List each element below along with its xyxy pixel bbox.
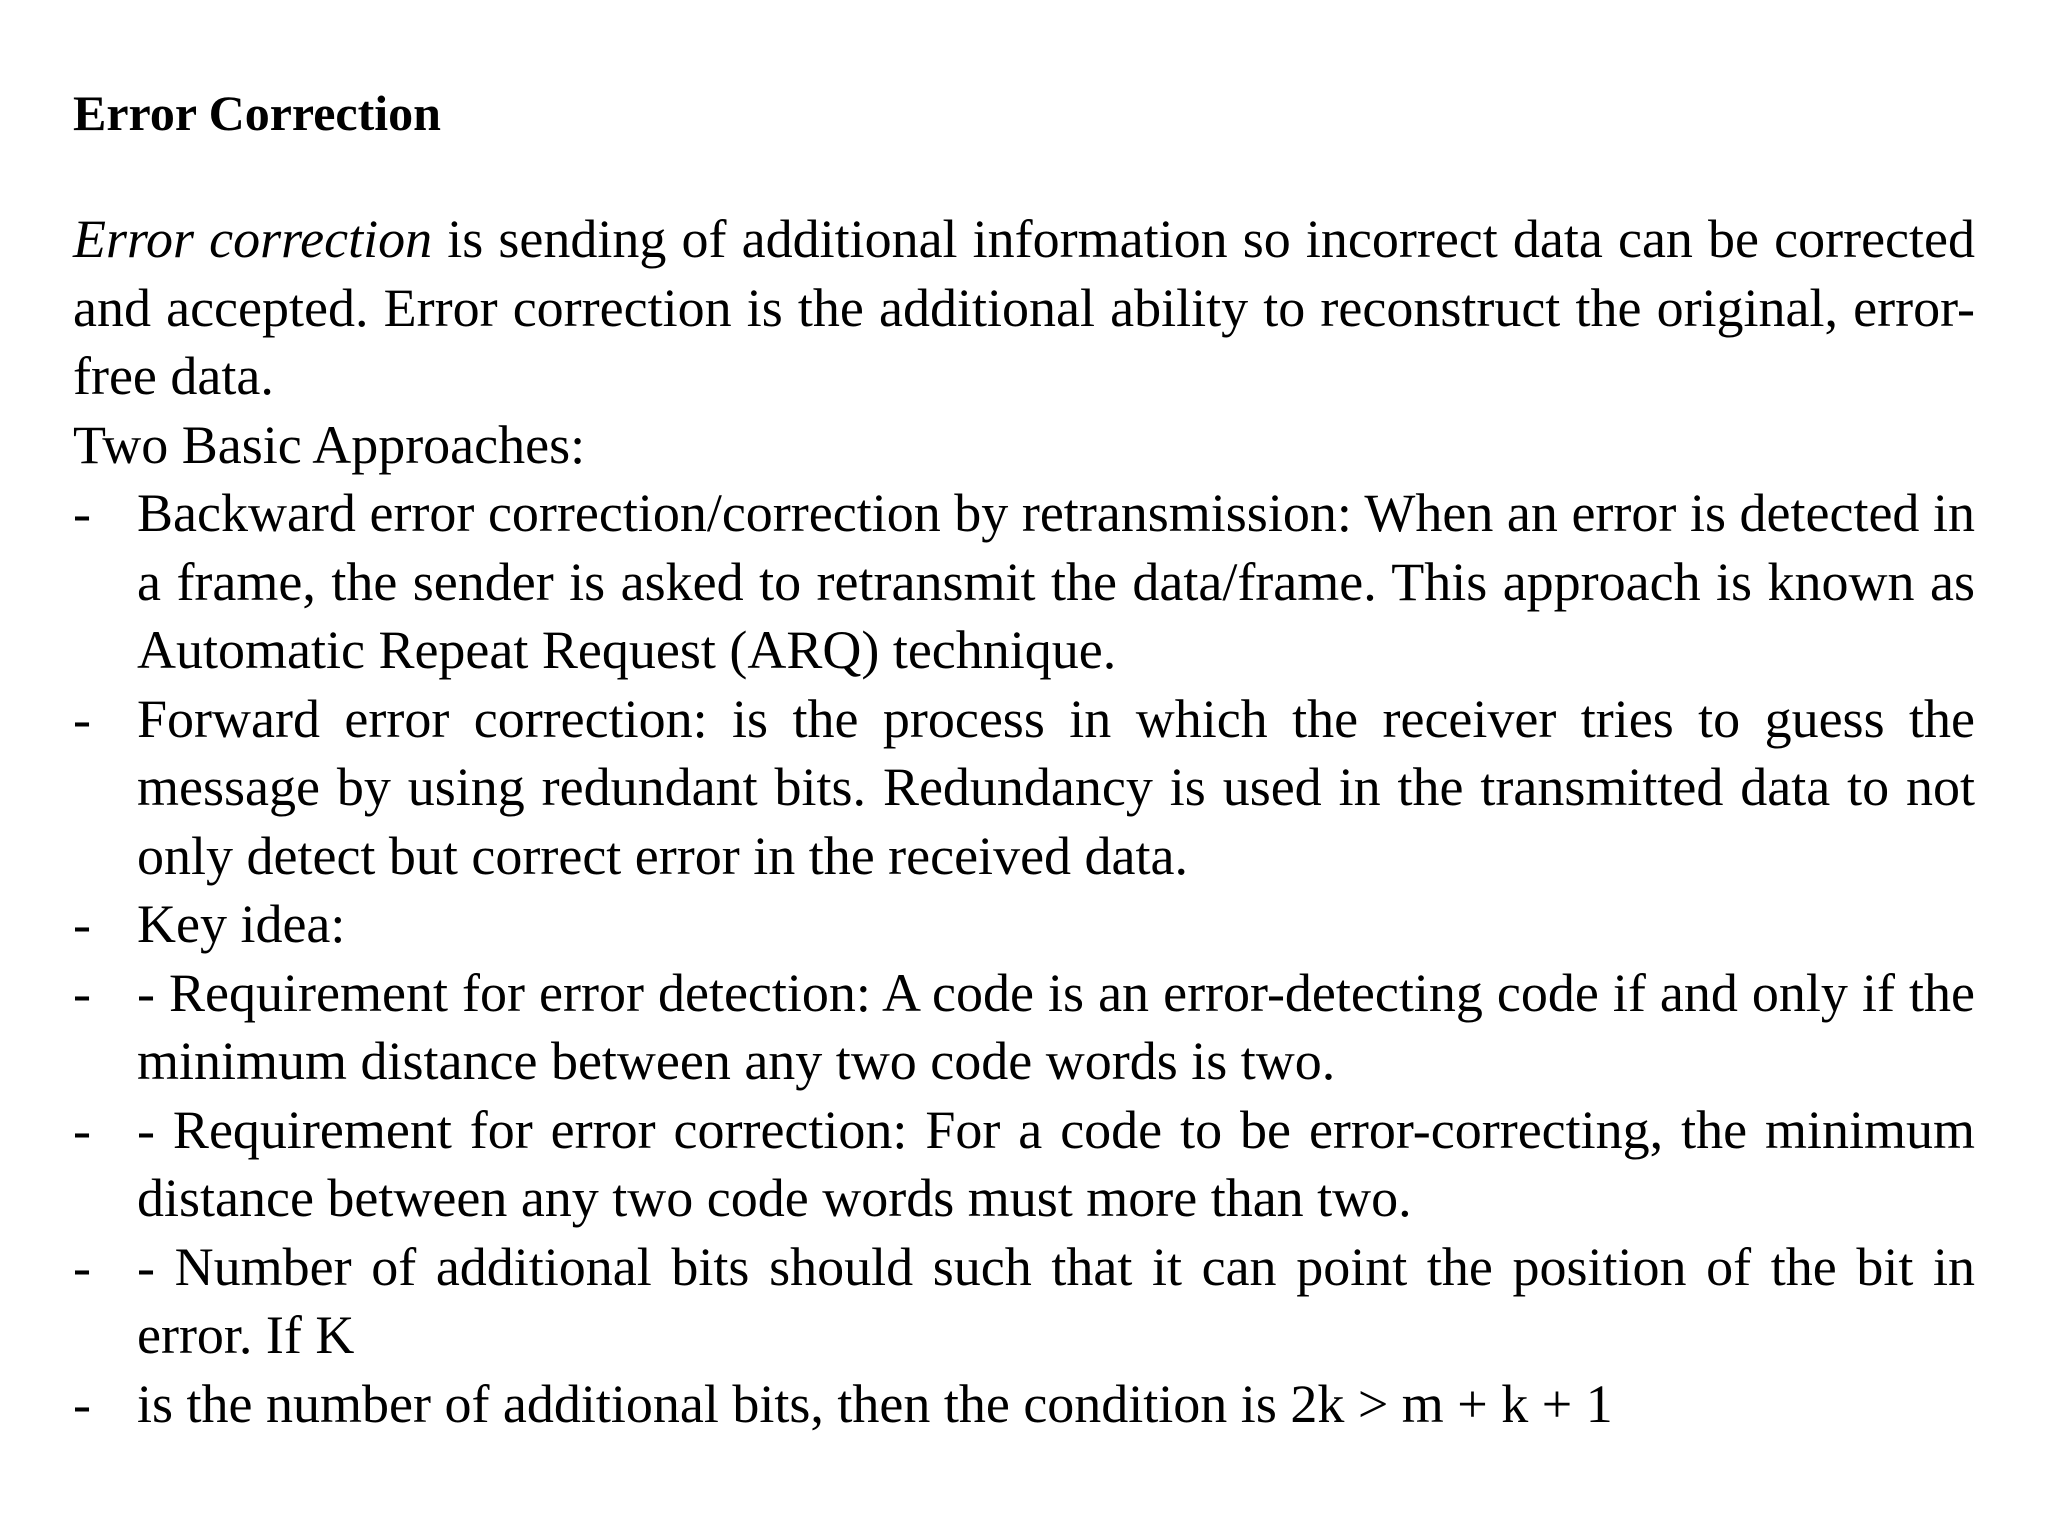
list-item-text: - Requirement for error detection: A code is an error-detecting code if and only if the minimum distance between any two code words is two. (137, 962, 1975, 1091)
list-dash: - (73, 962, 91, 1023)
list-dash: - (73, 688, 91, 749)
list-item-text: Backward error correction/correction by retransmission: When an error is detected in a frame, the sender is asked to retransmit the data/frame. This approach is known as Automatic Repeat Request (ARQ) technique. (137, 483, 1975, 680)
body-text (73, 205, 1975, 1438)
list-item-text: - Requirement for error correction: For a code to be error-correcting, the minimum distance between any two code words must more than two. (137, 1099, 1975, 1228)
intro-paragraph (73, 205, 1975, 411)
list-item-text: Key idea: (137, 894, 346, 954)
list-item (73, 890, 1975, 959)
list-dash: - (73, 1236, 91, 1297)
list-item-text: is the number of additional bits, then the condition is 2k > m + k + 1 (137, 1373, 1613, 1434)
list-item (73, 1096, 1975, 1233)
list-item (73, 1370, 1975, 1439)
list-item-text: Forward error correction: is the process in which the receiver tries to guess the message by using redundant bits. Redundancy is used in the transmitted data to not only detect but correct error in the received data. (137, 688, 1975, 886)
list-item (73, 479, 1975, 685)
list-item (73, 1233, 1975, 1370)
list-item (73, 959, 1975, 1096)
section-heading: Error Correction (73, 85, 441, 141)
list-item-text: - Number of additional bits should such that it can point the position of the bit in error. If K (137, 1236, 1975, 1365)
approaches-label: Two Basic Approaches: (73, 414, 586, 475)
approach-list (73, 479, 1975, 1438)
intro-term: Error correction (73, 209, 433, 269)
list-dash: - (73, 894, 91, 954)
list-dash: - (73, 483, 91, 543)
list-dash: - (73, 1373, 91, 1434)
list-item (73, 685, 1975, 891)
list-dash: - (73, 1099, 91, 1160)
intro-definition: is sending of additional information so incorrect data can be corrected and accepted. Error correction is the additional ability to reconstruct the original, error-free data. (73, 209, 1975, 406)
